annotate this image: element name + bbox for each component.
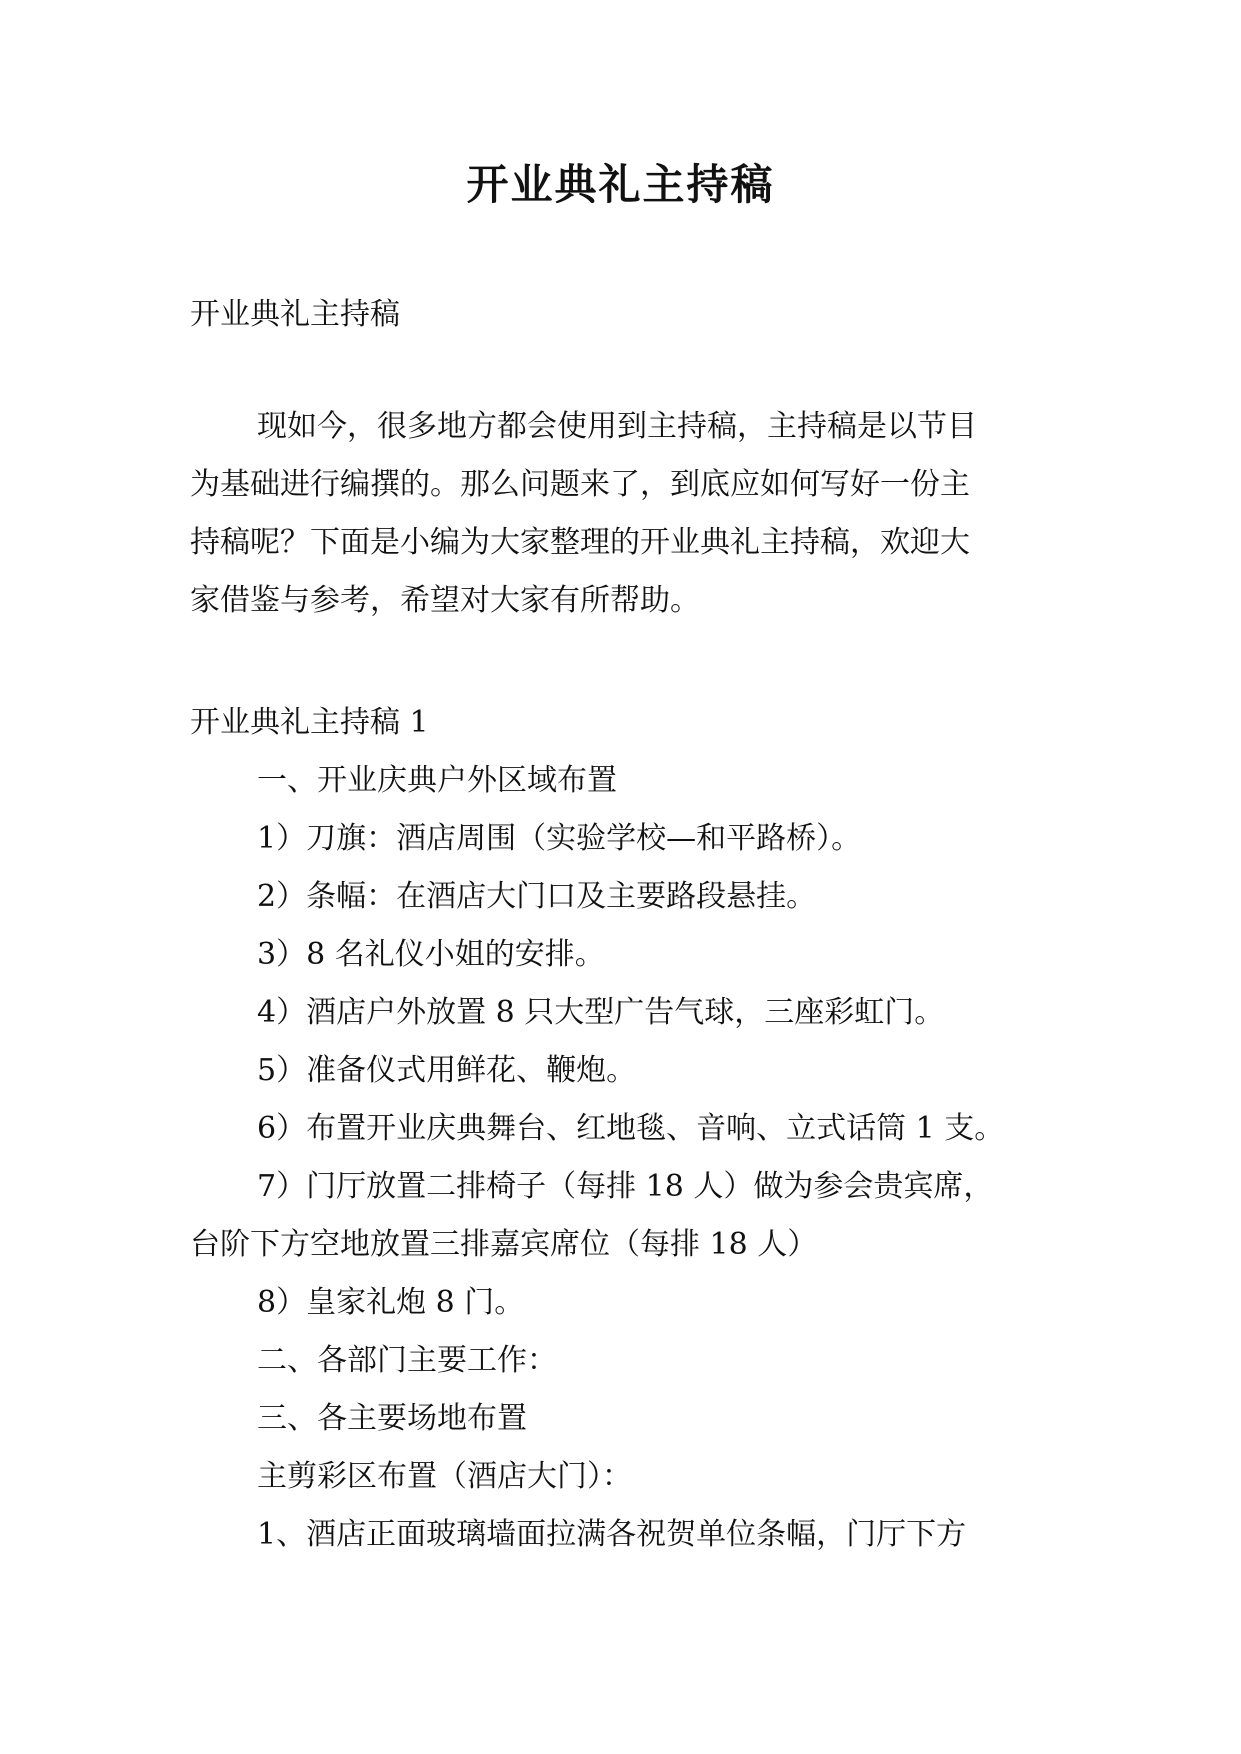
body-line: 二、各部门主要工作： (257, 1343, 557, 1378)
document-title: 开业典礼主持稿 (466, 160, 775, 209)
body-line: 1、酒店正面玻璃墙面拉满各祝贺单位条幅，门厅下方 (257, 1517, 967, 1552)
body-line: 2）条幅：在酒店大门口及主要路段悬挂。 (257, 879, 817, 914)
intro-line: 持稿呢？下面是小编为大家整理的开业典礼主持稿，欢迎大 (190, 525, 970, 560)
body-line: 4）酒店户外放置 8 只大型广告气球，三座彩虹门。 (257, 995, 945, 1030)
body-line: 6）布置开业庆典舞台、红地毯、音响、立式话筒 1 支。 (257, 1111, 1005, 1146)
body-line: 1）刀旗：酒店周围（实验学校—和平路桥）。 (257, 821, 862, 856)
body-line: 台阶下方空地放置三排嘉宾席位（每排 18 人） (190, 1227, 818, 1262)
intro-line: 家借鉴与参考，希望对大家有所帮助。 (190, 583, 700, 618)
intro-line: 为基础进行编撰的。那么问题来了，到底应如何写好一份主 (190, 467, 970, 502)
body-line: 3）8 名礼仪小姐的安排。 (257, 937, 605, 972)
section-heading: 开业典礼主持稿 1 (190, 705, 429, 740)
subtitle: 开业典礼主持稿 (190, 297, 400, 332)
body-line: 8）皇家礼炮 8 门。 (257, 1285, 525, 1320)
intro-line: 现如今，很多地方都会使用到主持稿，主持稿是以节目 (257, 409, 977, 444)
body-line: 7）门厅放置二排椅子（每排 18 人）做为参会贵宾席， (257, 1169, 994, 1204)
body-line: 主剪彩区布置（酒店大门）： (257, 1459, 632, 1494)
body-line: 5）准备仪式用鲜花、鞭炮。 (257, 1053, 637, 1088)
body-line: 三、各主要场地布置 (257, 1401, 527, 1436)
body-line: 一、开业庆典户外区域布置 (257, 763, 617, 798)
